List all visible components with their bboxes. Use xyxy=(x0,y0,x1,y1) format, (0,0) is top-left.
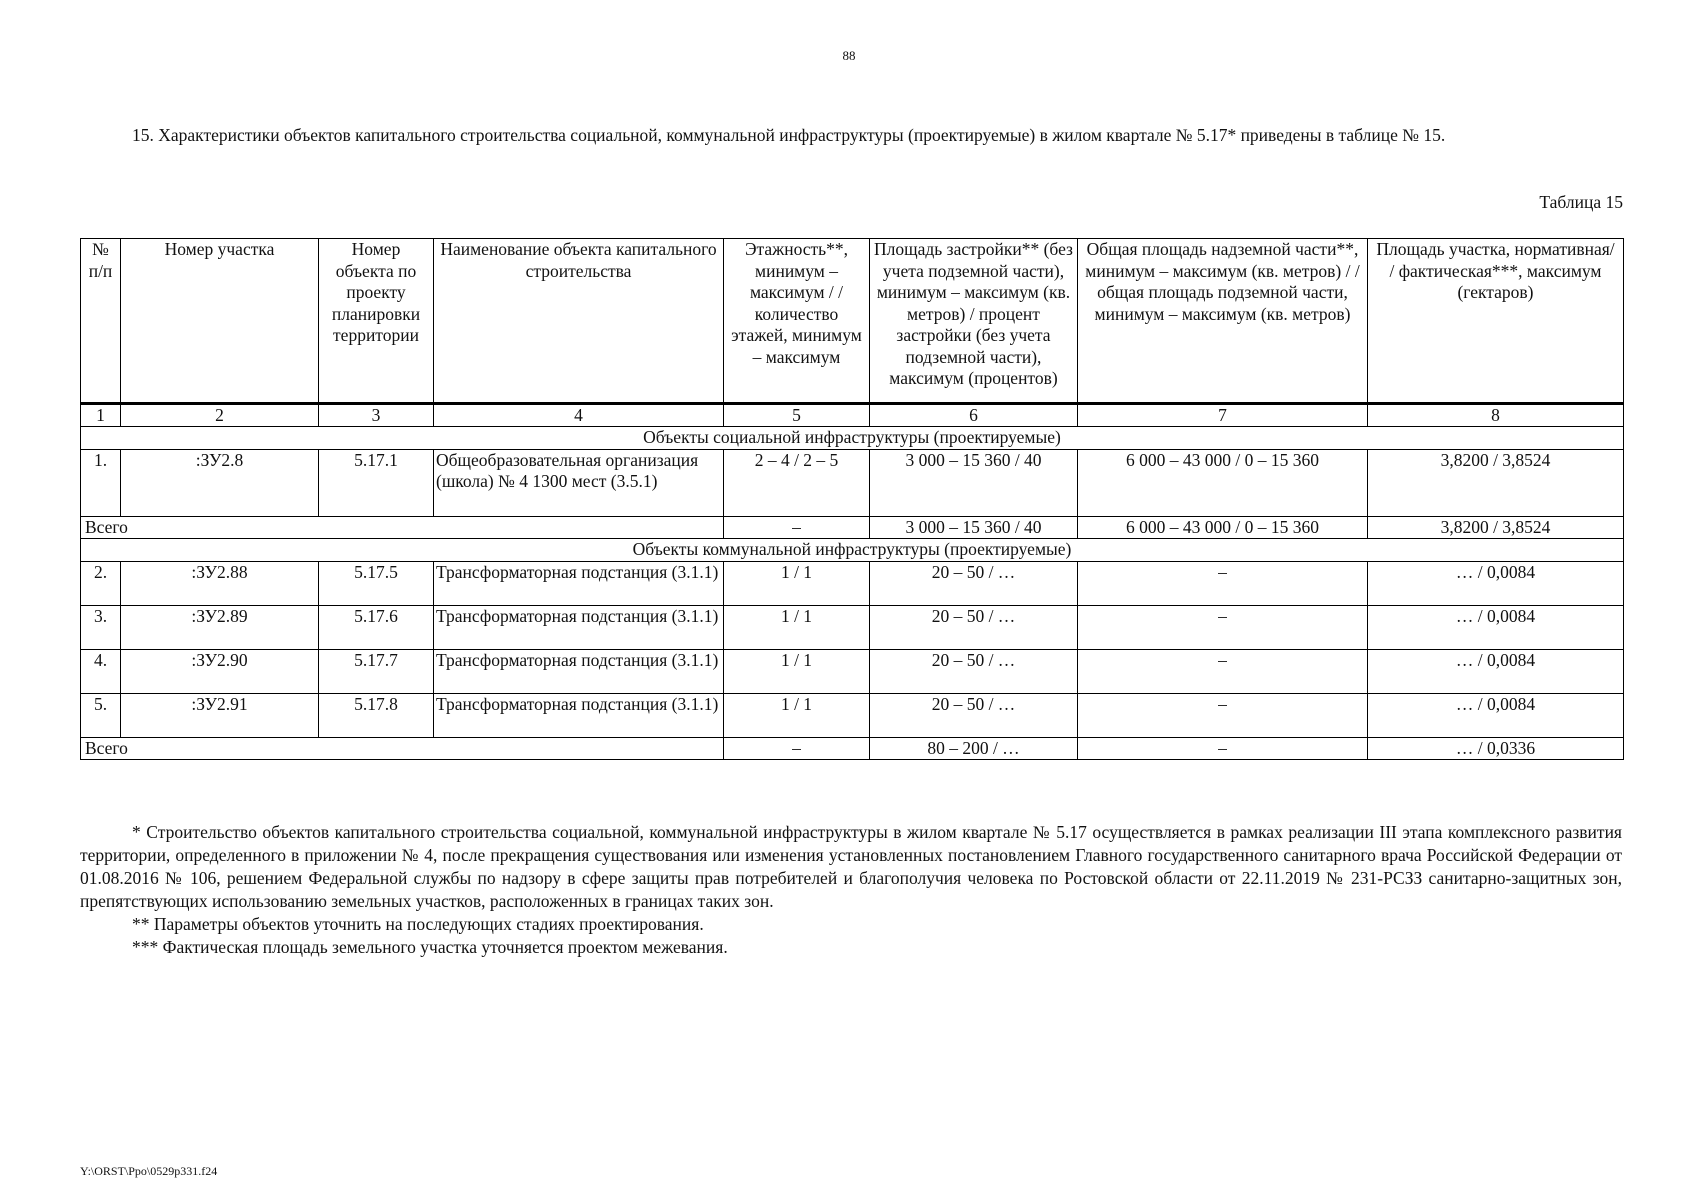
header-cell: Наименование объекта капитального строительства xyxy=(434,239,724,404)
table-row xyxy=(81,693,1624,737)
plot-area: … / 0,0084 xyxy=(1368,561,1624,605)
total-floors: – xyxy=(724,516,870,539)
section-title: Объекты социальной инфраструктуры (проектируемые) xyxy=(81,427,1624,450)
building-area: 20 – 50 / … xyxy=(870,605,1078,649)
page-number: 88 xyxy=(842,48,856,63)
floors: 1 / 1 xyxy=(724,561,870,605)
object-name: Трансформаторная подстанция (3.1.1) xyxy=(434,649,724,693)
floors: 1 / 1 xyxy=(724,693,870,737)
column-number: 5 xyxy=(724,404,870,427)
header-cell: Общая площадь надземной части**, минимум – максимум (кв. метров) / / общая площадь подземной части, минимум – максимум (кв. метров) xyxy=(1078,239,1368,404)
object-number: 5.17.5 xyxy=(319,561,434,605)
footnote: * Строительство объектов капитального строительства социальной, коммунальной инфраструктуры в жилом квартале № 5.17 осуществляется в рамках реализации III этапа комплексного развития территории, определенного в приложении № 4, после прекращения существования или изменения установленных постановлением Главного государственного санитарного врача Российской Федерации от 01.08.2016 № 106, решением Федеральной службы по надзору в сфере защиты прав потребителей и благополучия человека по Ростовской области от 22.11.2019 № 231-РСЗЗ санитарно-защитных зон, препятствующих использованию земельных участков, расположенных в границах таких зон. xyxy=(80,822,1622,911)
section-title: Объекты коммунальной инфраструктуры (проектируемые) xyxy=(81,539,1624,562)
column-number: 1 xyxy=(81,404,121,427)
object-number: 5.17.7 xyxy=(319,649,434,693)
plot-number: :ЗУ2.89 xyxy=(121,605,319,649)
footnote: *** Фактическая площадь земельного участка уточняется проектом межевания. xyxy=(132,937,728,957)
total-row-social xyxy=(81,516,1624,539)
column-number: 4 xyxy=(434,404,724,427)
plot-number: :ЗУ2.90 xyxy=(121,649,319,693)
header-cell: Номер участка xyxy=(121,239,319,404)
header-cell: № п/п xyxy=(81,239,121,404)
column-number: 7 xyxy=(1078,404,1368,427)
building-area: 3 000 – 15 360 / 40 xyxy=(870,449,1078,516)
characteristics-table xyxy=(80,238,1624,760)
footnotes xyxy=(80,821,1622,959)
section-row-social xyxy=(81,427,1624,450)
object-name: Трансформаторная подстанция (3.1.1) xyxy=(434,561,724,605)
object-number: 5.17.6 xyxy=(319,605,434,649)
total-label: Всего xyxy=(81,737,724,760)
total-area: – xyxy=(1078,649,1368,693)
object-name: Трансформаторная подстанция (3.1.1) xyxy=(434,605,724,649)
header-cell: Площадь участка, нормативная/ / фактическая***, максимум (гектаров) xyxy=(1368,239,1624,404)
plot-area: 3,8200 / 3,8524 xyxy=(1368,449,1624,516)
plot-area: … / 0,0084 xyxy=(1368,693,1624,737)
table-label: Таблица 15 xyxy=(1539,192,1623,212)
section-row-communal xyxy=(81,539,1624,562)
object-name: Трансформаторная подстанция (3.1.1) xyxy=(434,693,724,737)
plot-number: :ЗУ2.8 xyxy=(121,449,319,516)
row-number: 4. xyxy=(81,649,121,693)
plot-number: :ЗУ2.91 xyxy=(121,693,319,737)
total-total-area: 6 000 – 43 000 / 0 – 15 360 xyxy=(1078,516,1368,539)
column-number: 8 xyxy=(1368,404,1624,427)
column-number-row xyxy=(81,404,1624,427)
header-cell: Площадь застройки** (без учета подземной части), минимум – максимум (кв. метров) / процент застройки (без учета подземной части), максимум (процентов) xyxy=(870,239,1078,404)
row-number: 3. xyxy=(81,605,121,649)
floors: 1 / 1 xyxy=(724,605,870,649)
plot-area: … / 0,0084 xyxy=(1368,605,1624,649)
total-area: 6 000 – 43 000 / 0 – 15 360 xyxy=(1078,449,1368,516)
object-name: Общеобразовательная организация (школа) № 4 1300 мест (3.5.1) xyxy=(434,449,724,516)
row-number: 2. xyxy=(81,561,121,605)
total-building-area: 3 000 – 15 360 / 40 xyxy=(870,516,1078,539)
floors: 1 / 1 xyxy=(724,649,870,693)
floors: 2 – 4 / 2 – 5 xyxy=(724,449,870,516)
total-plot-area: … / 0,0336 xyxy=(1368,737,1624,760)
column-number: 3 xyxy=(319,404,434,427)
object-number: 5.17.1 xyxy=(319,449,434,516)
table-row xyxy=(81,649,1624,693)
table-row xyxy=(81,561,1624,605)
total-area: – xyxy=(1078,693,1368,737)
column-number: 2 xyxy=(121,404,319,427)
object-number: 5.17.8 xyxy=(319,693,434,737)
total-area: – xyxy=(1078,605,1368,649)
table-row xyxy=(81,605,1624,649)
total-plot-area: 3,8200 / 3,8524 xyxy=(1368,516,1624,539)
building-area: 20 – 50 / … xyxy=(870,649,1078,693)
table-row xyxy=(81,449,1624,516)
total-row-communal xyxy=(81,737,1624,760)
row-number: 1. xyxy=(81,449,121,516)
header-cell: Этажность**, минимум – максимум / / количество этажей, минимум – максимум xyxy=(724,239,870,404)
table-header-row xyxy=(81,239,1624,404)
row-number: 5. xyxy=(81,693,121,737)
plot-number: :ЗУ2.88 xyxy=(121,561,319,605)
total-total-area: – xyxy=(1078,737,1368,760)
total-area: – xyxy=(1078,561,1368,605)
building-area: 20 – 50 / … xyxy=(870,561,1078,605)
intro-paragraph: 15. Характеристики объектов капитального строительства социальной, коммунальной инфраструктуры (проектируемые) в жилом квартале № 5.17* приведены в таблице № 15. xyxy=(132,125,1446,145)
column-number: 6 xyxy=(870,404,1078,427)
footer-file-path: Y:\ORST\Ppo\0529p331.f24 xyxy=(80,1164,218,1178)
total-building-area: 80 – 200 / … xyxy=(870,737,1078,760)
total-floors: – xyxy=(724,737,870,760)
header-cell: Номер объекта по проекту планировки территории xyxy=(319,239,434,404)
footnote: ** Параметры объектов уточнить на последующих стадиях проектирования. xyxy=(132,914,704,934)
plot-area: … / 0,0084 xyxy=(1368,649,1624,693)
building-area: 20 – 50 / … xyxy=(870,693,1078,737)
total-label: Всего xyxy=(81,516,724,539)
